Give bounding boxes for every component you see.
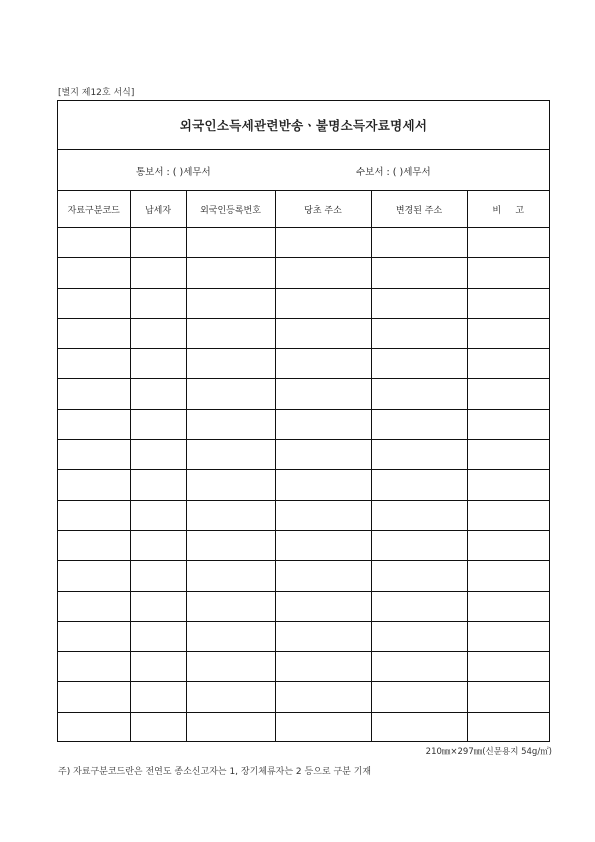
table-cell[interactable]	[467, 621, 549, 651]
table-cell[interactable]	[186, 228, 275, 258]
table-cell[interactable]	[371, 652, 467, 682]
table-cell[interactable]	[467, 379, 549, 409]
table-cell[interactable]	[58, 318, 130, 348]
table-cell[interactable]	[130, 349, 186, 379]
table-cell[interactable]	[130, 561, 186, 591]
table-row	[58, 682, 549, 712]
header-taxpayer: 납세자	[130, 191, 186, 228]
form-title: 외국인소득세관련반송ㆍ불명소득자료명세서	[179, 118, 428, 133]
table-cell[interactable]	[186, 712, 275, 742]
table-cell[interactable]	[186, 440, 275, 470]
table-cell[interactable]	[467, 409, 549, 439]
table-cell[interactable]	[467, 682, 549, 712]
table-cell[interactable]	[467, 440, 549, 470]
table-cell[interactable]	[130, 440, 186, 470]
table-cell[interactable]	[467, 470, 549, 500]
table-cell[interactable]	[467, 712, 549, 742]
header-original-address: 당초 주소	[275, 191, 371, 228]
table-cell[interactable]	[186, 379, 275, 409]
table-cell[interactable]	[130, 470, 186, 500]
table-cell[interactable]	[275, 652, 371, 682]
table-cell[interactable]	[275, 349, 371, 379]
table-cell[interactable]	[58, 712, 130, 742]
table-cell[interactable]	[467, 318, 549, 348]
table-cell[interactable]	[467, 349, 549, 379]
table-row	[58, 470, 549, 500]
table-cell[interactable]	[130, 712, 186, 742]
header-data-code: 자료구분코드	[58, 191, 130, 228]
table-cell[interactable]	[275, 440, 371, 470]
table-cell[interactable]	[58, 621, 130, 651]
receiver-office-field[interactable]: 수보서 : ( )세무서	[356, 167, 431, 178]
table-row	[58, 228, 549, 258]
table-cell[interactable]	[58, 682, 130, 712]
table-cell[interactable]	[275, 500, 371, 530]
table-cell[interactable]	[186, 652, 275, 682]
table-cell[interactable]	[186, 682, 275, 712]
table-cell[interactable]	[275, 712, 371, 742]
paper-size-note: 210㎜×297㎜(신문용지 54g/㎡)	[425, 747, 552, 757]
table-cell[interactable]	[186, 288, 275, 318]
table-cell[interactable]	[186, 530, 275, 560]
table-cell[interactable]	[371, 561, 467, 591]
table-row	[58, 530, 549, 560]
table-cell[interactable]	[58, 409, 130, 439]
table-cell[interactable]	[371, 228, 467, 258]
table-cell[interactable]	[371, 682, 467, 712]
table-cell[interactable]	[58, 258, 130, 288]
table-row	[58, 288, 549, 318]
footnote: 주) 자료구분코드란은 전연도 종소신고자는 1, 장기체류자는 2 등으로 구분 기재	[58, 767, 372, 777]
table-cell[interactable]	[371, 318, 467, 348]
table-body	[58, 228, 549, 743]
table-cell[interactable]	[275, 470, 371, 500]
table-cell[interactable]	[130, 228, 186, 258]
header-registration-number: 외국인등록번호	[186, 191, 275, 228]
table-cell[interactable]	[58, 652, 130, 682]
table-cell[interactable]	[186, 591, 275, 621]
table-row	[58, 652, 549, 682]
table-cell[interactable]	[130, 258, 186, 288]
table-cell[interactable]	[58, 561, 130, 591]
table-cell[interactable]	[467, 561, 549, 591]
table-cell[interactable]	[186, 561, 275, 591]
office-row	[58, 150, 549, 191]
table-row	[58, 712, 549, 742]
table-row	[58, 621, 549, 651]
table-cell[interactable]	[371, 288, 467, 318]
table-cell[interactable]	[371, 530, 467, 560]
table-cell[interactable]	[58, 440, 130, 470]
table-cell[interactable]	[275, 591, 371, 621]
table-cell[interactable]	[275, 288, 371, 318]
table-cell[interactable]	[275, 379, 371, 409]
table-header-row	[58, 191, 549, 228]
table-row	[58, 500, 549, 530]
table-cell[interactable]	[58, 470, 130, 500]
table-row	[58, 379, 549, 409]
table-cell[interactable]	[186, 318, 275, 348]
table-cell[interactable]	[130, 318, 186, 348]
table-cell[interactable]	[186, 500, 275, 530]
table-cell[interactable]	[371, 440, 467, 470]
table-cell[interactable]	[58, 349, 130, 379]
table-cell[interactable]	[467, 288, 549, 318]
table-row	[58, 349, 549, 379]
table-cell[interactable]	[371, 349, 467, 379]
table-cell[interactable]	[371, 379, 467, 409]
table-cell[interactable]	[130, 530, 186, 560]
table-cell[interactable]	[275, 258, 371, 288]
table-row	[58, 409, 549, 439]
table-cell[interactable]	[58, 379, 130, 409]
table-cell[interactable]	[58, 228, 130, 258]
title-row	[58, 101, 549, 150]
table-row	[58, 440, 549, 470]
table-cell[interactable]	[275, 530, 371, 560]
table-cell[interactable]	[275, 682, 371, 712]
table-cell[interactable]	[186, 621, 275, 651]
table-cell[interactable]	[467, 500, 549, 530]
header-changed-address: 변경된 주소	[371, 191, 467, 228]
table-cell[interactable]	[275, 409, 371, 439]
table-cell[interactable]	[130, 500, 186, 530]
table-cell[interactable]	[275, 621, 371, 651]
table-cell[interactable]	[467, 591, 549, 621]
table-cell[interactable]	[186, 409, 275, 439]
table-cell[interactable]	[186, 349, 275, 379]
sender-office-field[interactable]: 통보서 : ( )세무서	[136, 167, 211, 178]
table-cell[interactable]	[371, 591, 467, 621]
table-cell[interactable]	[371, 470, 467, 500]
table-cell[interactable]	[467, 530, 549, 560]
table-row	[58, 561, 549, 591]
table-cell[interactable]	[371, 409, 467, 439]
table-cell[interactable]	[186, 258, 275, 288]
table-cell[interactable]	[467, 228, 549, 258]
table-cell[interactable]	[58, 500, 130, 530]
table-row	[58, 258, 549, 288]
table-cell[interactable]	[186, 470, 275, 500]
table-row	[58, 318, 549, 348]
table-cell[interactable]	[371, 258, 467, 288]
table-cell[interactable]	[130, 682, 186, 712]
form-box	[57, 100, 550, 742]
table-cell[interactable]	[58, 530, 130, 560]
table-cell[interactable]	[130, 591, 186, 621]
table-cell[interactable]	[371, 712, 467, 742]
table-cell[interactable]	[275, 561, 371, 591]
table-cell[interactable]	[467, 258, 549, 288]
table-cell[interactable]	[275, 318, 371, 348]
data-table	[58, 191, 549, 742]
table-cell[interactable]	[371, 500, 467, 530]
form-number-label: [별지 제12호 서식]	[58, 88, 135, 98]
table-row	[58, 591, 549, 621]
table-cell[interactable]	[275, 228, 371, 258]
header-remarks: 비 고	[467, 191, 549, 228]
table-cell[interactable]	[58, 288, 130, 318]
table-cell[interactable]	[467, 652, 549, 682]
table-cell[interactable]	[130, 652, 186, 682]
table-cell[interactable]	[130, 379, 186, 409]
table-cell[interactable]	[371, 621, 467, 651]
table-cell[interactable]	[58, 591, 130, 621]
table-cell[interactable]	[130, 621, 186, 651]
table-cell[interactable]	[130, 288, 186, 318]
table-cell[interactable]	[130, 409, 186, 439]
